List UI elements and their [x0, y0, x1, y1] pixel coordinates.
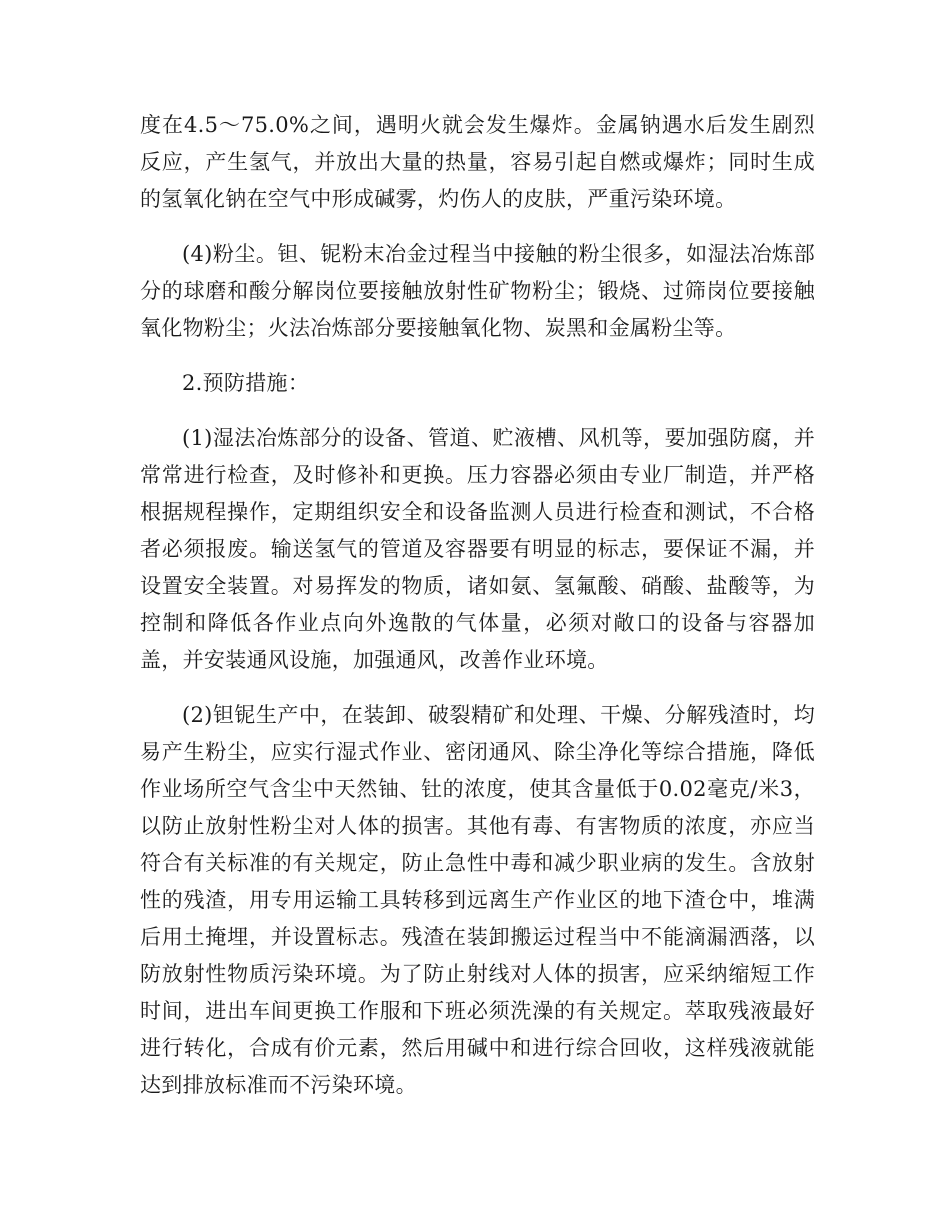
- paragraph-measure-1: (1)湿法冶炼部分的设备、管道、贮液槽、风机等，要加强防腐，并常常进行检查，及时修补和更换。压力容器必须由专业厂制造，并严格根据规程操作，定期组织安全和设备监测人员进行检查和测试，不合格者必须报废。输送氢气的管道及容器要有明显的标志，要保证不漏，并设置安全装置。对易挥发的物质，诸如氨、氢氟酸、硝酸、盐酸等，为控制和降低各作业点向外逸散的气体量，必须对敞口的设备与容器加盖，并安装通风设施，加强通风，改善作业环境。: [140, 426, 815, 672]
- paragraph-measure-2: (2)钽铌生产中，在装卸、破裂精矿和处理、干燥、分解残渣时，均易产生粉尘，应实行湿式作业、密闭通风、除尘净化等综合措施，降低作业场所空气含尘中天然铀、钍的浓度，使其含量低于0.02毫克/米3，以防止放射性粉尘对人体的损害。其他有毒、有害物质的浓度，亦应当符合有关标准的有关规定，防止急性中毒和减少职业病的发生。含放射性的残渣，用专用运输工具转移到远离生产作业区的地下渣仓中，堆满后用土掩埋，并设置标志。残渣在装卸搬运过程当中不能滴漏洒落，以防放射性物质污染环境。为了防止射线对人体的损害，应采纳缩短工作时间，进出车间更换工作服和下班必须洗澡的有关规定。萃取残液最好进行转化，合成有价元素，然后用碱中和进行综合回收，这样残液就能达到排放标准而不污染环境。: [140, 703, 815, 1097]
- paragraph-continuation: 度在4.5～75.0%之间，遇明火就会发生爆炸。金属钠遇水后发生剧烈反应，产生氢气，并放出大量的热量，容易引起自燃或爆炸；同时生成的氢氧化钠在空气中形成碱雾，灼伤人的皮肤，严重污染环境。: [140, 113, 815, 211]
- section-heading-prevention: 2.预防措施：: [182, 371, 310, 395]
- paragraph-dust: (4)粉尘。钽、铌粉末冶金过程当中接触的粉尘很多，如湿法冶炼部分的球磨和酸分解岗位要接触放射性矿物粉尘；锻烧、过筛岗位要接触氧化物粉尘；火法冶炼部分要接触氧化物、炭黑和金属粉尘等。: [140, 242, 815, 340]
- document-body: [140, 107, 815, 1122]
